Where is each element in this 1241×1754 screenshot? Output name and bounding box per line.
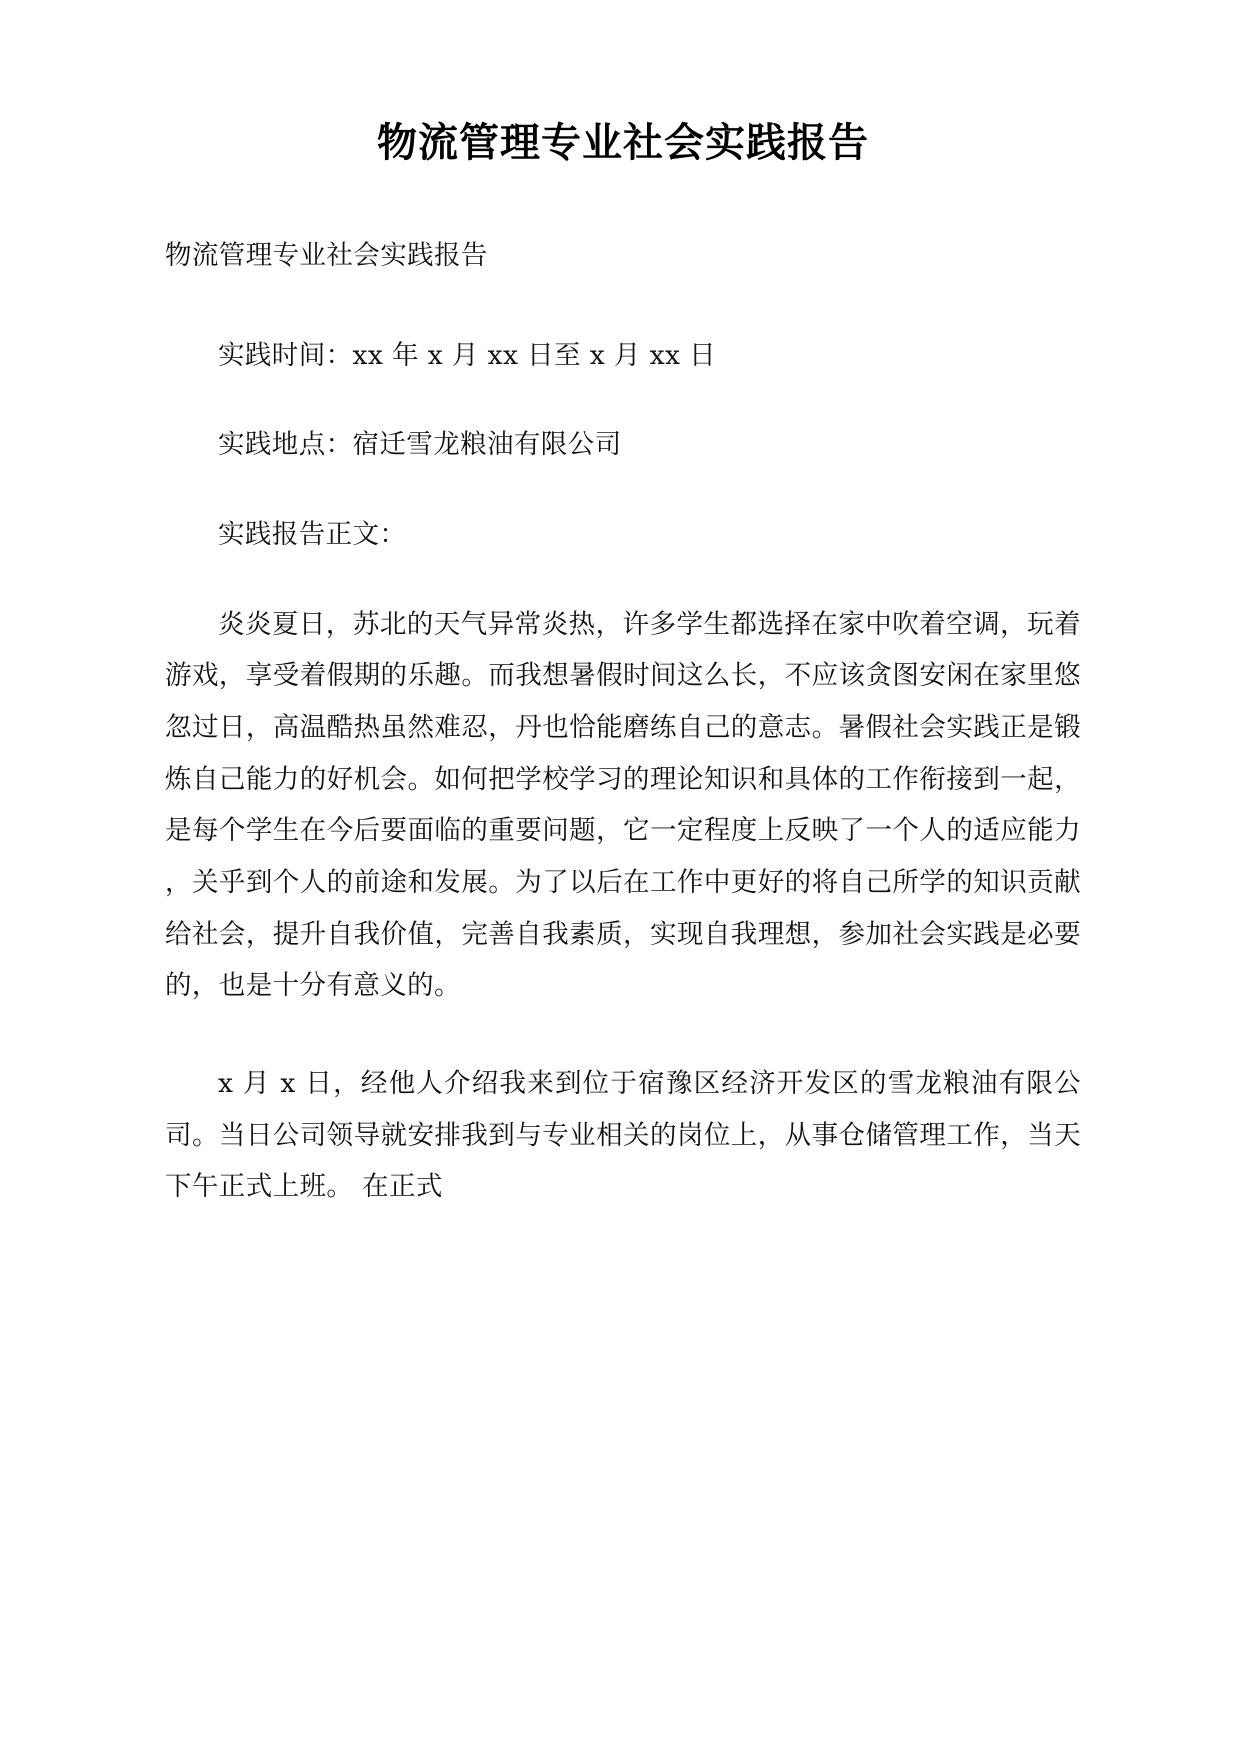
report-body-heading: 实践报告正文： bbox=[218, 519, 407, 551]
body-paragraph-2: x 月 x 日，经他人介绍我来到位于宿豫区经济开发区的雪龙粮油有限公司。当日公司领导就安排我到与专业相关的岗位上，从事仓储管理工作，当天下午正式上班。 在正式 bbox=[165, 1068, 1081, 1203]
practice-time-line: 实践时间：xx 年 x 月 xx 日至 x 月 xx 日 bbox=[218, 339, 717, 371]
body-paragraph-1: 炎炎夏日，苏北的天气异常炎热，许多学生都选择在家中吹着空调，玩着游戏，享受着假期的乐趣。而我想暑假时间这么长，不应该贪图安闲在家里悠忽过日，高温酷热虽然难忍，丹也恰能磨练自己的意志。暑假社会实践正是锻炼自己能力的好机会。如何把学校学习的理论知识和具体的工作衔接到一起，是每个学生在今后要面临的重要问题，它一定程度上反映了一个人的适应能力 ，关乎到个人的前途和发展。为了以后在工作中更好的将自己所学的知识贡献给社会，提升自我价值，完善自我素质，实现自我理想，参加社会实践是必要的，也是十分有意义的。 bbox=[165, 608, 1081, 1002]
subtitle-line: 物流管理专业社会实践报告 bbox=[165, 240, 488, 271]
spacer bbox=[165, 320, 1081, 330]
page-title: 物流管理专业社会实践报告 bbox=[377, 120, 869, 166]
practice-place-line: 实践地点：宿迁雪龙粮油有限公司 bbox=[218, 429, 622, 461]
